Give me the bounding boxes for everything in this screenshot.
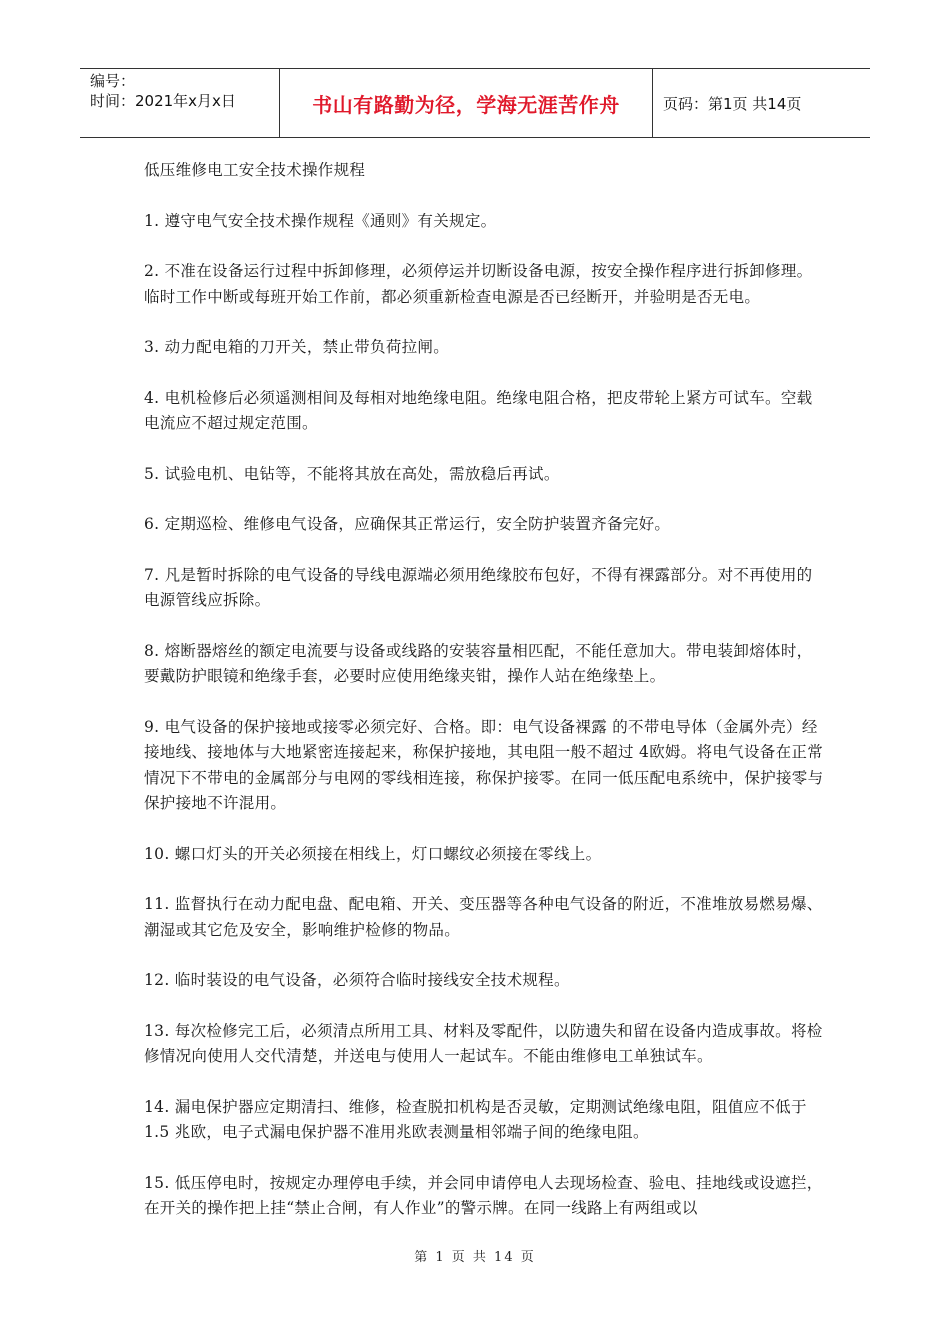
- paragraph-14: 14. 漏电保护器应定期清扫、维修，检查脱扣机构是否灵敏，定期测试绝缘电阻，阻值应不低于 1.5 兆欧，电子式漏电保护器不准用兆欧表测量相邻端子间的绝缘电阻。: [144, 1097, 807, 1141]
- document-number-label: 编号：: [90, 72, 136, 90]
- page-header: [80, 68, 870, 138]
- paragraph-1: 1. 遵守电气安全技术操作规程《通则》有关规定。: [144, 211, 497, 230]
- header-motto: 书山有路勤为径，学海无涯苦作舟: [279, 69, 653, 137]
- paragraph-11: 11. 监督执行在动力配电盘、配电箱、开关、变压器等各种电气设备的附近，不准堆放易燃易爆、潮湿或其它危及安全，影响维护检修的物品。: [144, 895, 823, 939]
- paragraph-12: 12. 临时装设的电气设备，必须符合临时接线安全技术规程。: [144, 971, 570, 989]
- paragraph-4: 4. 电机检修后必须遥测相间及每相对地绝缘电阻。绝缘电阻合格，把皮带轮上紧方可试车。空载电流应不超过规定范围。: [144, 388, 813, 432]
- paragraph-3: 3. 动力配电箱的刀开关，禁止带负荷拉闸。: [144, 338, 450, 356]
- paragraph-2: 2. 不准在设备运行过程中拆卸修理，必须停运并切断设备电源，按安全操作程序进行拆卸修理。临时工作中断或每班开始工作前，都必须重新检查电源是否已经断开，并验明是否无电。: [144, 262, 813, 306]
- paragraph-13: 13. 每次检修完工后，必须清点所用工具、材料及零配件，以防遗失和留在设备内造成事故。将检修情况向使用人交代清楚，并送电与使用人一起试车。不能由维修电工单独试车。: [144, 1021, 823, 1065]
- paragraph-5: 5. 试验电机、电钻等，不能将其放在高处，需放稳后再试。: [144, 464, 560, 483]
- paragraph-7: 7. 凡是暂时拆除的电气设备的导线电源端必须用绝缘胶布包好，不得有裸露部分。对不再使用的电源管线应拆除。: [144, 565, 813, 609]
- header-meta: [80, 69, 279, 137]
- paragraph-6: 6. 定期巡检、维修电气设备，应确保其正常运行，安全防护装置齐备完好。: [144, 515, 671, 533]
- paragraph-15: 15. 低压停电时，按规定办理停电手续，并会同申请停电人去现场检查、验电、挂地线或设遮拦，在开关的操作把上挂“禁止合闸，有人作业”的警示牌。在同一线路上有两组或以: [144, 1173, 823, 1217]
- header-page-info: 页码：第1页 共14页: [663, 94, 802, 113]
- page-footer: 第 1 页 共 14 页: [414, 1250, 536, 1265]
- paragraph-8: 8. 熔断器熔丝的额定电流要与设备或线路的安装容量相匹配，不能任意加大。带电装卸熔体时，要戴防护眼镜和绝缘手套，必要时应使用绝缘夹钳，操作人站在绝缘垫上。: [144, 641, 813, 685]
- document-body: [144, 158, 824, 1247]
- paragraph-10: 10. 螺口灯头的开关必须接在相线上，灯口螺纹必须接在零线上。: [144, 844, 602, 863]
- document-title: 低压维修电工安全技术操作规程: [144, 161, 366, 179]
- document-date: 时间：2021年x月x日: [90, 92, 236, 110]
- paragraph-9: 9. 电气设备的保护接地或接零必须完好、合格。即：电气设备裸露 的不带电导体（金属外壳）经接地线、接地体与大地紧密连接起来，称保护接地，其电阻一般不超过 4欧姆。将电气设备在正常情况下不带电的金属部分与电网的零线相连接，称保护接零。在同一低压配电系统中，保护接零与保护接地不许混用。: [144, 717, 824, 812]
